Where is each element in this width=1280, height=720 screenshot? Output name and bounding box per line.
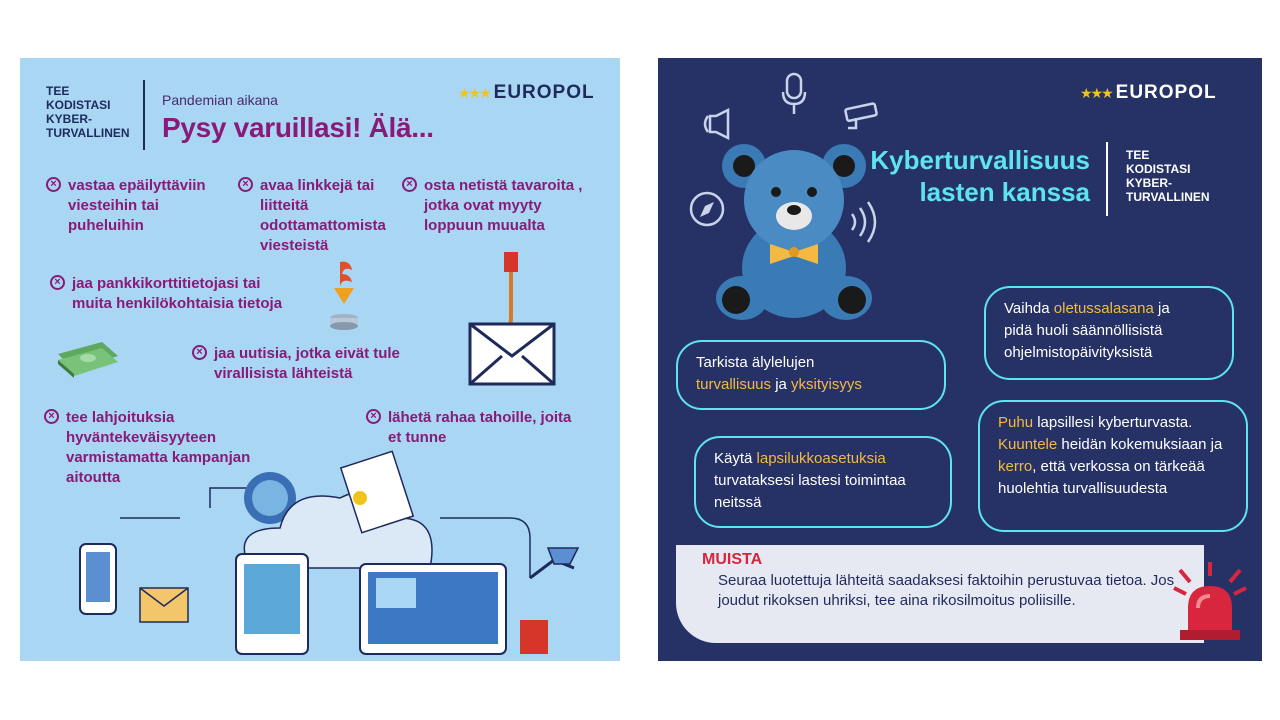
box-line bbox=[998, 434, 1228, 456]
tip-line: vastaa epäilyttäviin bbox=[68, 177, 206, 194]
tip-3 bbox=[406, 176, 583, 236]
tip-line: muita henkilökohtaisia tietoja bbox=[72, 295, 283, 312]
highlight: yksityisyys bbox=[791, 376, 862, 393]
tip-2 bbox=[242, 176, 386, 256]
badge-line: TEE bbox=[46, 84, 70, 98]
tip-7 bbox=[370, 408, 572, 448]
text: ja bbox=[771, 376, 792, 393]
tip-line: jaa uutisia, jotka eivät tule bbox=[214, 345, 400, 362]
tip-line: avaa linkkejä tai bbox=[260, 177, 375, 194]
text: ja bbox=[1153, 300, 1170, 317]
cancel-circle-icon: × bbox=[44, 409, 59, 424]
box-line: huolehtia turvallisuudesta bbox=[998, 480, 1168, 497]
money-stack-icon bbox=[54, 336, 122, 378]
box-line bbox=[998, 412, 1228, 434]
tip-line: loppuun muualta bbox=[424, 217, 545, 234]
badge-line: TURVALLINEN bbox=[46, 126, 130, 140]
box-line bbox=[714, 448, 932, 470]
tip-box-password bbox=[984, 286, 1234, 380]
badge-line: KYBER- bbox=[1126, 176, 1173, 190]
box-line: pidä huoli säännöllisistä bbox=[1004, 322, 1163, 339]
page-title: Pysy varuillasi! Älä... bbox=[162, 112, 434, 143]
tip-line: odottamattomista bbox=[260, 217, 386, 234]
box-line bbox=[696, 374, 926, 396]
subtitle: Pandemian aikana bbox=[162, 92, 278, 108]
left-infographic bbox=[20, 58, 620, 661]
tip-line: jotka ovat myyty bbox=[424, 197, 542, 214]
cancel-circle-icon: × bbox=[238, 177, 253, 192]
divider bbox=[1106, 142, 1108, 216]
box-line: Tarkista älylelujen bbox=[696, 354, 815, 371]
cancel-circle-icon: × bbox=[46, 177, 61, 192]
tip-box-parental-controls bbox=[694, 436, 952, 528]
right-badge bbox=[1126, 148, 1210, 204]
tip-line: liitteitä bbox=[260, 197, 309, 214]
box-line bbox=[1004, 298, 1214, 320]
tip-line: tee lahjoituksia bbox=[66, 409, 175, 426]
microphone-icon bbox=[780, 72, 808, 116]
box-line bbox=[998, 456, 1228, 478]
muista-box bbox=[676, 545, 1204, 643]
highlight: kerro bbox=[998, 458, 1033, 475]
left-badge bbox=[46, 84, 130, 140]
tip-line: et tunne bbox=[388, 429, 447, 446]
badge-line: KODISTASI bbox=[46, 98, 111, 112]
highlight: Kuuntele bbox=[998, 436, 1058, 453]
alarm-siren-icon bbox=[1170, 558, 1250, 642]
tip-line: virallisista lähteistä bbox=[214, 365, 353, 382]
speaker-icon bbox=[702, 108, 738, 140]
box-line: ohjelmistopäivityksistä bbox=[1004, 344, 1153, 361]
text: Vaihda bbox=[1004, 300, 1054, 317]
tip-box-smart-toys bbox=[676, 340, 946, 410]
text: lapsillesi kyberturvasta. bbox=[1033, 414, 1193, 431]
phishing-hook-envelope-icon bbox=[466, 250, 560, 390]
security-camera-icon bbox=[842, 102, 882, 134]
highlight: lapsilukkoasetuksia bbox=[756, 450, 886, 467]
tip-line: osta netistä tavaroita , bbox=[424, 177, 583, 194]
muista-title: MUISTA bbox=[702, 551, 763, 568]
badge-line: TEE bbox=[1126, 148, 1150, 162]
tip-4 bbox=[54, 274, 283, 314]
tip-line: puheluihin bbox=[68, 217, 144, 234]
tip-line: jaa pankkikorttitietojasi tai bbox=[72, 275, 261, 292]
badge-line: KYBER- bbox=[46, 112, 93, 126]
tip-5 bbox=[196, 344, 400, 384]
cancel-circle-icon: × bbox=[192, 345, 207, 360]
text: , että verkossa on tärkeää bbox=[1032, 458, 1205, 475]
box-line: neitssä bbox=[714, 494, 762, 511]
title-line: Kyberturvallisuus bbox=[870, 145, 1090, 175]
highlight: oletussalasana bbox=[1053, 300, 1154, 317]
text: Käytä bbox=[714, 450, 757, 467]
cancel-circle-icon: × bbox=[50, 275, 65, 290]
coins-drop-icon bbox=[322, 258, 366, 334]
logo-text: EUROPOL bbox=[493, 82, 595, 103]
tip-line: lähetä rahaa tahoille, joita bbox=[388, 409, 572, 426]
badge-line: KODISTASI bbox=[1126, 162, 1191, 176]
text: heidän kokemuksiaan ja bbox=[1057, 436, 1223, 453]
stars-icon: ★★★ bbox=[1080, 84, 1112, 101]
tip-line: hyväntekeväisyyteen bbox=[66, 429, 217, 446]
tip-1 bbox=[50, 176, 206, 236]
stars-icon: ★★★ bbox=[458, 84, 490, 101]
cancel-circle-icon: × bbox=[402, 177, 417, 192]
tip-line: viesteistä bbox=[260, 237, 329, 254]
title-line: lasten kanssa bbox=[919, 177, 1090, 207]
badge-line: TURVALLINEN bbox=[1126, 190, 1210, 204]
tip-line: aitoutta bbox=[66, 469, 121, 486]
highlight: Puhu bbox=[998, 414, 1034, 431]
tip-line: viesteihin tai bbox=[68, 197, 159, 214]
box-line: turvataksesi lastesi toimintaa bbox=[714, 472, 906, 489]
teddy-bear-icon bbox=[714, 138, 874, 328]
divider bbox=[143, 80, 145, 150]
logo-text: EUROPOL bbox=[1115, 82, 1217, 103]
europol-logo bbox=[458, 82, 595, 104]
right-infographic bbox=[658, 58, 1262, 661]
highlight: turvallisuus bbox=[696, 376, 772, 393]
cancel-circle-icon: × bbox=[366, 409, 381, 424]
muista-text: Seuraa luotettuja lähteitä saadaksesi faktoihin perustuvaa tietoa. Jos joudut rikoksen uhriksi, tee aina rikosilmoitus poliisille. bbox=[718, 572, 1175, 609]
europol-logo bbox=[1080, 82, 1217, 104]
cloud-network-illustration bbox=[60, 448, 620, 661]
tip-line: varmistamatta kampanjan bbox=[66, 449, 251, 466]
tip-box-talk bbox=[978, 400, 1248, 532]
